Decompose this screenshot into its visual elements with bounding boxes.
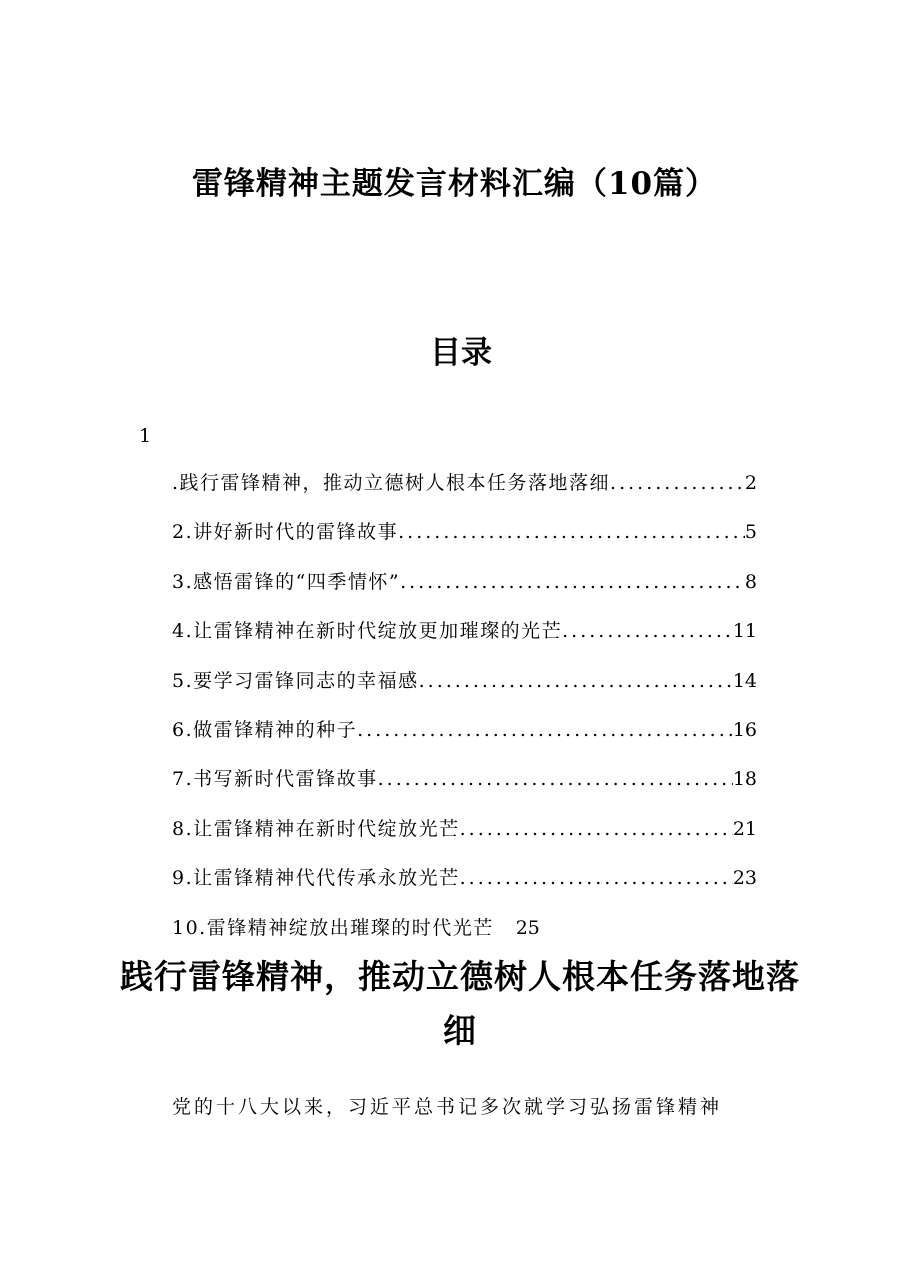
toc-stray-number: 1 <box>139 425 152 447</box>
toc-page-number: 2 <box>744 472 757 494</box>
toc-entry-title: 3.感悟雷锋的“四季情怀” <box>172 570 401 593</box>
toc-entry[interactable] <box>172 666 757 715</box>
toc-entry-title: 8.让雷锋精神在新时代绽放光芒 <box>172 817 460 840</box>
toc-page-number: 23 <box>732 867 757 890</box>
toc-page-number: 14 <box>732 669 757 692</box>
toc-entry[interactable] <box>172 616 757 665</box>
toc-entry[interactable] <box>172 863 757 912</box>
toc-entry[interactable] <box>172 764 757 813</box>
toc-dot-leader <box>610 468 745 498</box>
toc-page-number: 16 <box>732 718 757 741</box>
toc-entry-title: 4.让雷锋精神在新时代绽放更加璀璨的光芒 <box>172 620 563 643</box>
toc-dot-leader <box>419 666 733 696</box>
toc-dot-leader <box>562 616 733 646</box>
toc-entry-title: 2.讲好新时代的雷锋故事 <box>172 521 399 544</box>
toc-page-number: 18 <box>732 768 757 791</box>
toc-page-number: 21 <box>732 817 757 840</box>
toc-entry[interactable] <box>172 517 757 566</box>
toc-entry-title: 9.让雷锋精神代代传承永放光芒 <box>172 867 460 890</box>
toc-dot-leader <box>460 814 733 844</box>
toc-entry[interactable] <box>172 468 757 517</box>
toc-entry[interactable] <box>172 715 757 764</box>
toc-dot-leader <box>400 567 745 597</box>
toc-dot-leader <box>378 764 733 794</box>
toc-dot-leader <box>460 863 733 893</box>
toc-entry-title: .践行雷锋精神，推动立德树人根本任务落地落细 <box>172 472 611 494</box>
toc-page-number: 25 <box>515 916 540 939</box>
toc-dot-leader <box>398 517 745 547</box>
toc-page-number: 5 <box>744 521 757 544</box>
toc-entry[interactable] <box>172 567 757 616</box>
body-paragraph: 党的十八大以来，习近平总书记多次就学习弘扬雷锋精神 <box>172 1096 723 1118</box>
toc-dot-leader <box>357 715 733 745</box>
toc-entry-title: 10.雷锋精神绽放出璀璨的时代光芒 <box>172 916 494 939</box>
toc-entry-title: 7.书写新时代雷锋故事 <box>172 768 378 791</box>
toc-page-number: 8 <box>744 570 757 593</box>
toc-page-number: 11 <box>732 620 757 643</box>
toc-entry-title: 6.做雷锋精神的种子 <box>172 718 358 741</box>
toc-entry[interactable] <box>172 814 757 863</box>
toc-entry-title: 5.要学习雷锋同志的幸福感 <box>172 669 419 692</box>
table-of-contents <box>172 468 757 962</box>
document-title: 雷锋精神主题发言材料汇编（10篇） <box>191 166 718 202</box>
toc-heading: 目录 <box>430 335 492 371</box>
section-title: 践行雷锋精神，推动立德树人根本任务落地落细 <box>120 957 800 1050</box>
